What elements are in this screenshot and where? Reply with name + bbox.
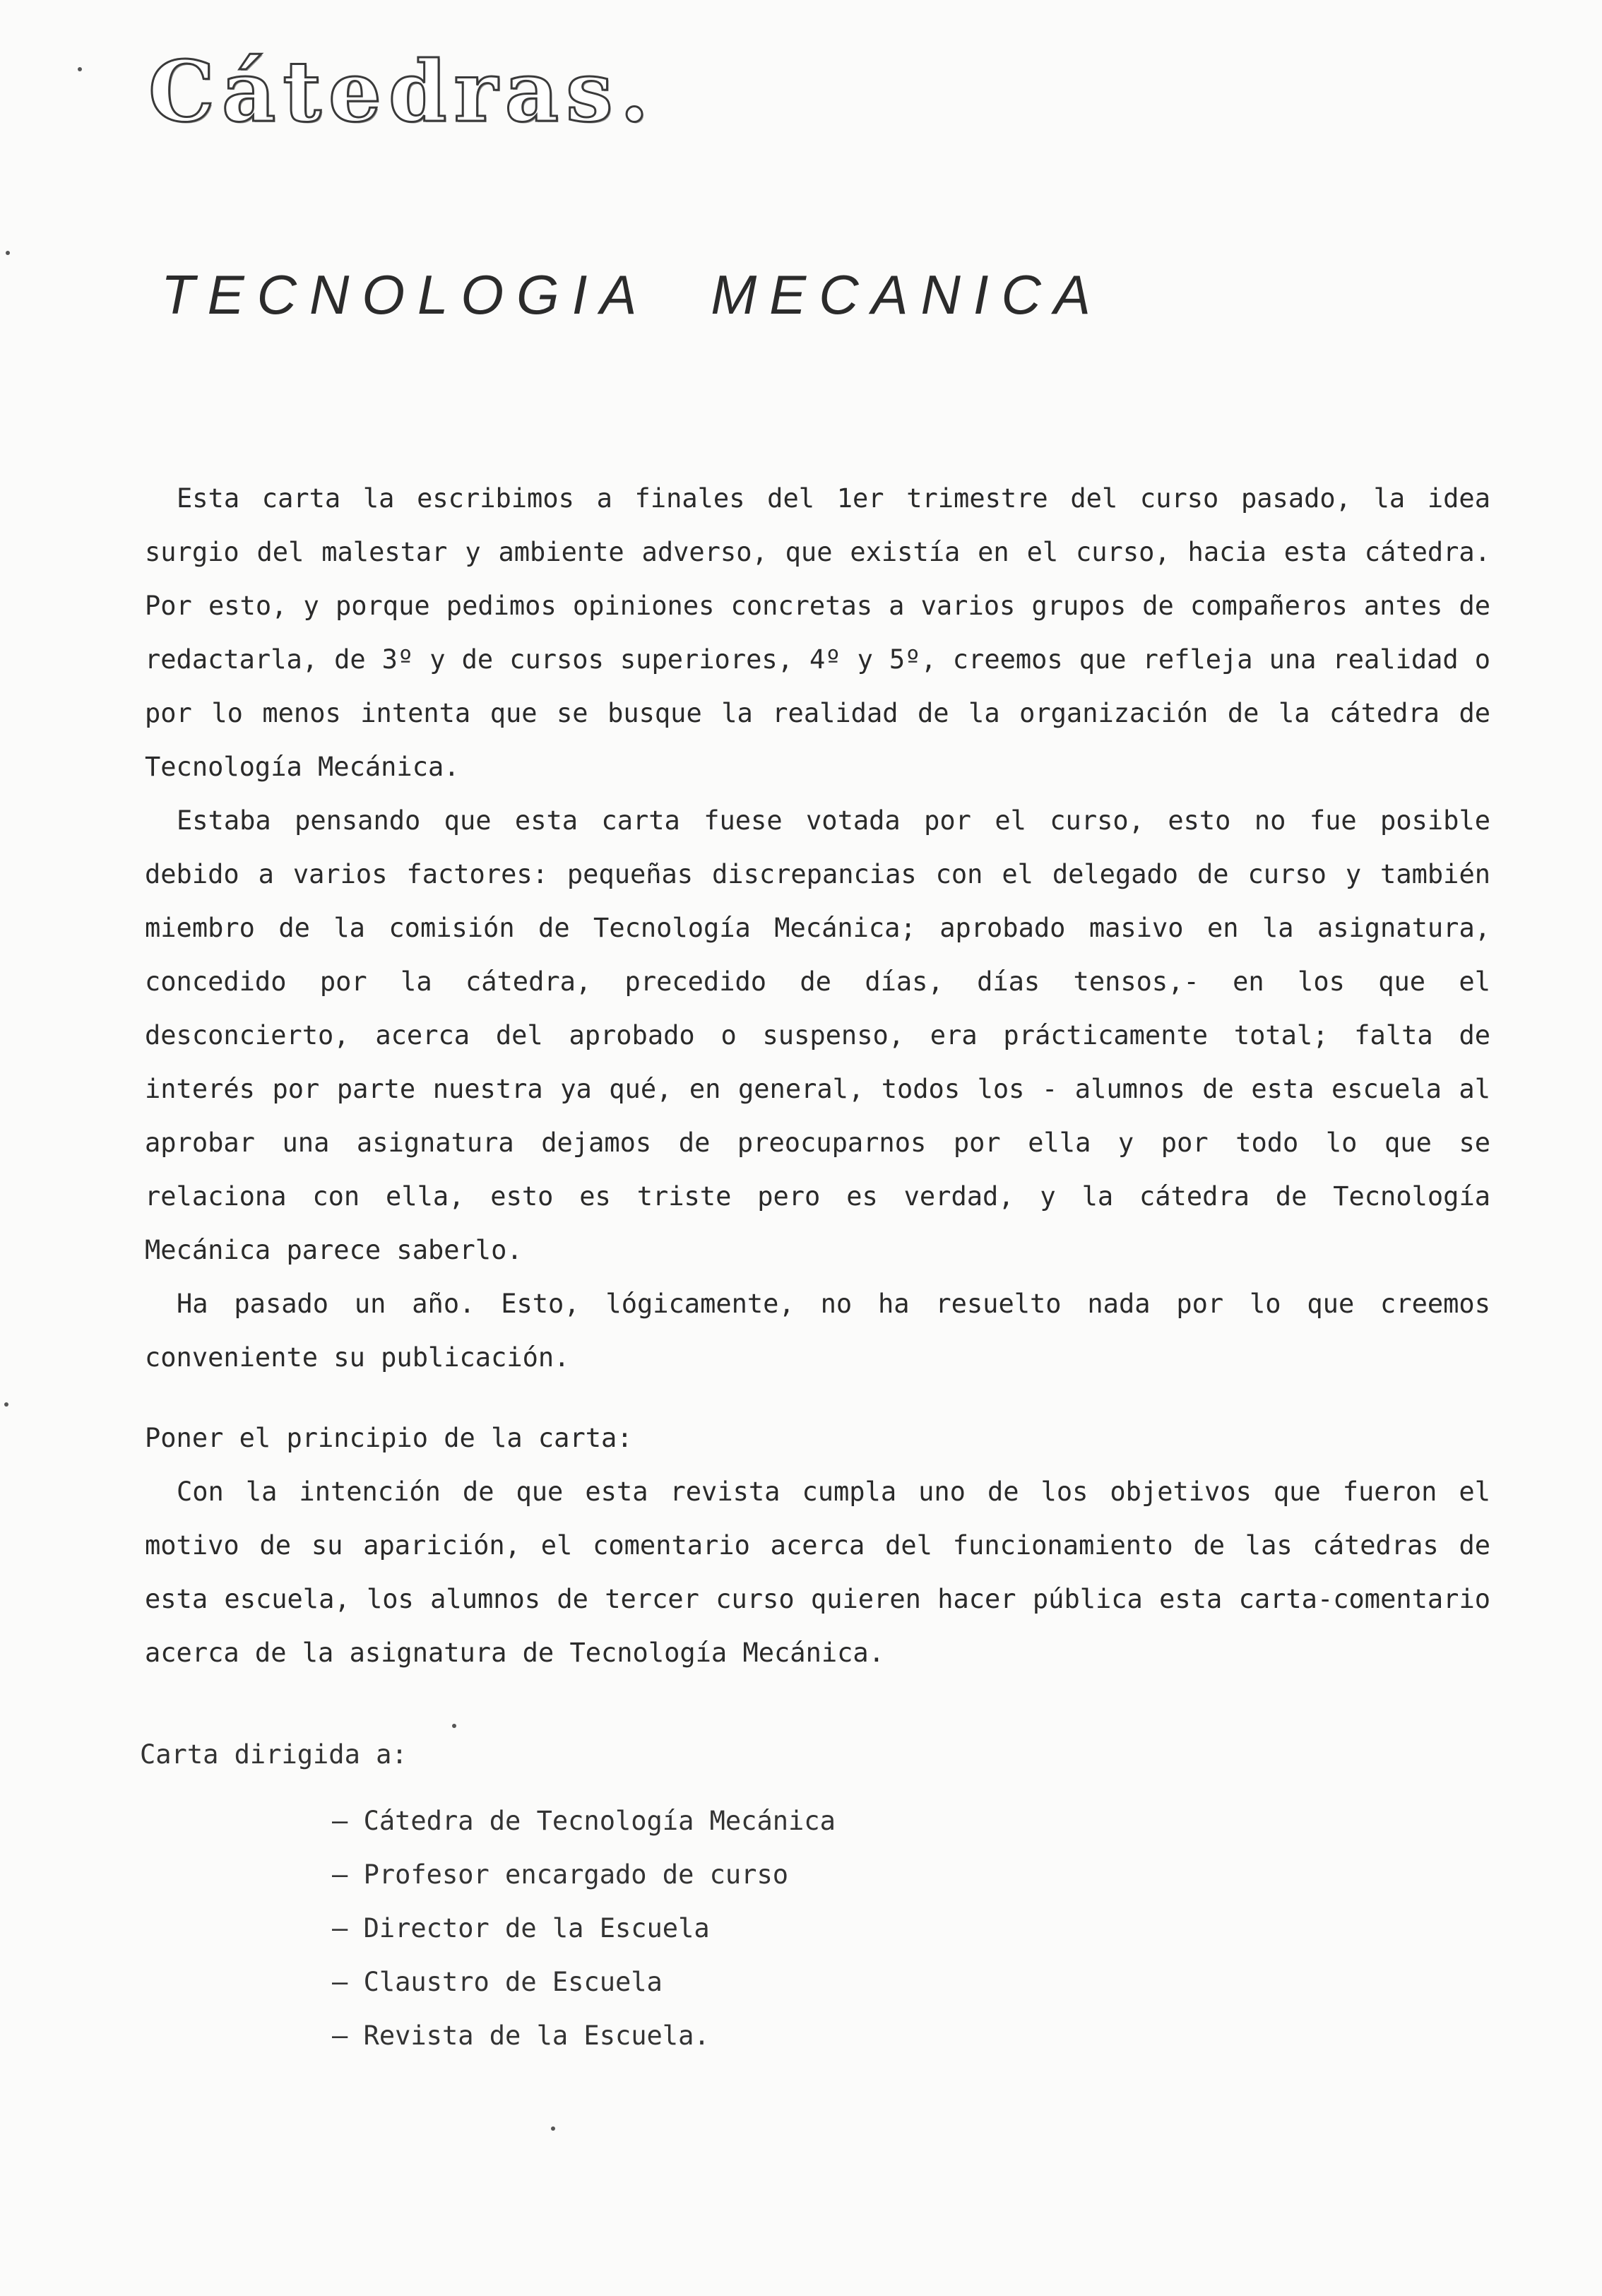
- recipient-item: – Profesor encargado de curso: [332, 1848, 836, 1902]
- letter-start-section: [145, 1412, 1490, 1680]
- scan-speck: [551, 2126, 555, 2131]
- addressed-to-label: Carta dirigida a:: [140, 1739, 408, 1770]
- recipient-item: – Claustro de Escuela: [332, 1955, 836, 2009]
- letter-intro: [145, 472, 1490, 1385]
- scan-speck: [4, 1402, 8, 1407]
- paragraph-intention: Con la intención de que esta revista cumpla uno de los objetivos que fueron el motivo de su aparición, el comentario acerca del funcionamiento de las cátedras de esta escuela, los alumnos de tercer curso quieren hacer pública esta carta-comentario acerca de la asignatura de Tecnología Mecánica.: [145, 1477, 1490, 1668]
- recipient-item: – Revista de la Escuela.: [332, 2009, 836, 2063]
- recipient-list: [332, 1794, 836, 2063]
- scan-speck: [6, 251, 10, 255]
- masthead-heading: Cátedras.: [148, 42, 656, 141]
- paragraph-vote: Estaba pensando que esta carta fuese votada por el curso, esto no fue posible debido a varios factores: pequeñas discrepancias con el delegado de curso y también miembro de la comisión de Tecnología Mecánica; aprobado masivo en la asignatura, concedido por la cátedra, precedido de días, días tensos,- en los que el desconcierto, acerca del aprobado o suspenso, era prácticamente total; falta de interés por parte nuestra ya qué, en general, todos los - alumnos de esta escuela al aprobar una asignatura dejamos de preocuparnos por ella y por todo lo que se relaciona con ella, esto es triste pero es verdad, y la cátedra de Tecnología Mecánica parece saberlo.: [145, 805, 1490, 1265]
- scan-speck: [452, 1724, 456, 1728]
- recipient-item: – Cátedra de Tecnología Mecánica: [332, 1794, 836, 1848]
- paragraph-origin: Esta carta la escribimos a finales del 1er trimestre del curso pasado, la idea surgio del malestar y ambiente adverso, que existía en el curso, hacia esta cátedra. Por esto, y porque pedimos opiniones concretas a varios grupos de compañeros antes de redactarla, de 3º y de cursos superiores, 4º y 5º, creemos que refleja una realidad o por lo menos intenta que se busque la realidad de la organización de la cátedra de Tecnología Mecánica.: [145, 483, 1490, 782]
- paragraph-year-passed: Ha pasado un año. Esto, lógicamente, no ha resuelto nada por lo que creemos conveniente su publicación.: [145, 1289, 1490, 1373]
- scan-speck: [78, 67, 82, 71]
- page-title: TECNOLOGIA MECANICA: [161, 264, 1103, 326]
- recipient-item: – Director de la Escuela: [332, 1902, 836, 1955]
- start-heading: Poner el principio de la carta:: [145, 1423, 633, 1453]
